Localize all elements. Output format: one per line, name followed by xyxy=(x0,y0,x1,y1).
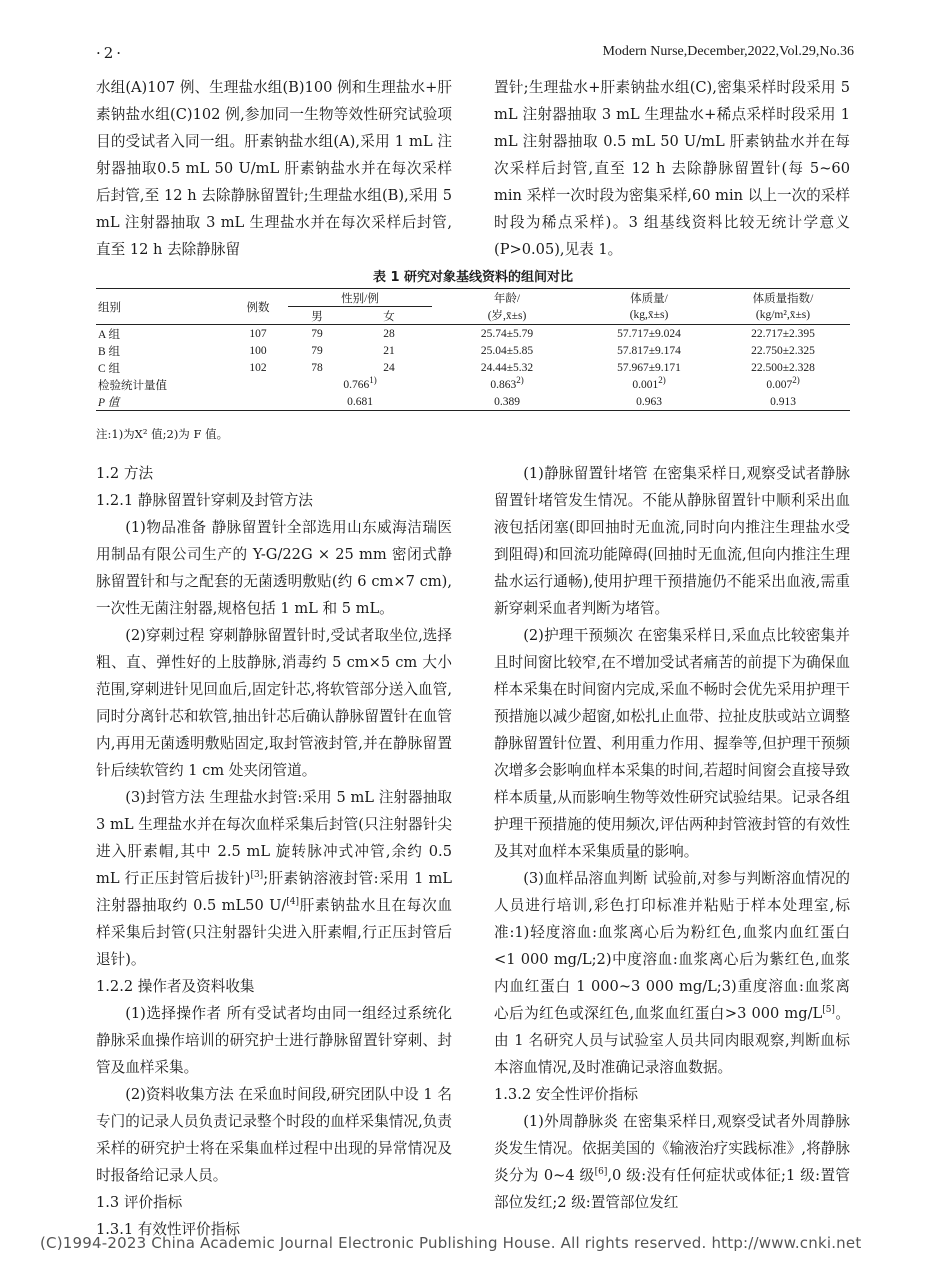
table-note: 注:1)为X² 值;2)为 F 值。 xyxy=(96,427,229,441)
paragraph: (1)静脉留置针堵管 在密集采样日,观察受试者静脉留置针堵管发生情况。不能从静脉留置针中顺利采出血液包括闭塞(即回抽时无血流,同时向内推注生理盐水受到阻碍)和回流功能障碍(回抽时无血流,但向内推注生理盐水运行通畅),使用护理干预措施仍不能采出血液,需重新穿刺采血者判断为堵管。 xyxy=(494,465,850,617)
paragraph: (1)选择操作者 所有受试者均由同一组经过系统化静脉采血操作培训的研究护士进行静脉留置针穿刺、封管及血样采集。 xyxy=(96,1005,452,1076)
th-male: 男 xyxy=(311,310,323,323)
left-column xyxy=(96,460,452,1243)
th-weight-unit: (kg,x̄±s) xyxy=(629,309,669,322)
section-heading: 1.2 方法 xyxy=(96,465,154,482)
th-age-unit: (岁,x̄±s) xyxy=(487,310,527,323)
section-heading: 1.2.1 静脉留置针穿刺及封管方法 xyxy=(96,492,313,509)
paragraph: (2)穿刺过程 穿刺静脉留置针时,受试者取坐位,选择粗、直、弹性好的上肢静脉,消毒约 5 cm×5 cm 大小范围,穿刺进针见回血后,固定针芯,将软管部分送入血管,同时分离针芯和软管,抽出针芯后确认静脉留置针在血管内,再用无菌透明敷贴固定,取封管液封管,并在静脉留置针后续软管约 1 cm 处夹闭管道。 xyxy=(96,627,452,779)
th-bmi: 体质量指数/ xyxy=(752,292,814,305)
paragraph: (3)血样品溶血判断 试验前,对参与判断溶血情况的人员进行培训,彩色打印标准并粘贴于样本处理室,标准:1)轻度溶血:血浆离心后为粉红色,血浆内血红蛋白<1 000 mg/L;2)中度溶血:血浆离心后为紫红色,血浆内血红蛋白 1 000~3 000 mg/L;3)重度溶血:血浆离心后为红色或深红色,血浆血红蛋白>3 000 mg/L[5]。由 1 名研究人员与试验室人员共同肉眼观察,判断血标本溶血情况,及时准确记录溶血数据。 xyxy=(494,870,850,1076)
th-group: 组别 xyxy=(98,301,121,314)
th-count: 例数 xyxy=(246,301,270,314)
section-heading: 1.3 评价指标 xyxy=(96,1194,183,1211)
paragraph: (2)护理干预频次 在密集采样日,采血点比较密集并且时间窗比较窄,在不增加受试者痛苦的前提下为确保血样本采集在时间窗内完成,采血不畅时会优先采用护理干预措施以减少超窗,如松扎止血带、拉扯皮肤或站立调整静脉留置针位置、利用重力作用、握拳等,但护理干预频次增多会影响血样本采集的时间,若超时间窗会直接导致样本质量,从而影响生物等效性研究试验结果。记录各组护理干预措施的使用频次,评估两种封管液封管的有效性及其对血样本采集质量的影响。 xyxy=(494,627,850,860)
intro-left-column xyxy=(96,74,452,263)
paragraph: (2)资料收集方法 在采血时间段,研究团队中设 1 名专门的记录人员负责记录整个时段的血样采集情况,负责采样的研究护士将在采集血样过程中出现的异常情况及时报备给记录人员。 xyxy=(96,1086,452,1184)
section-heading: 1.3.1 有效性评价指标 xyxy=(96,1221,240,1238)
paragraph: (3)封管方法 生理盐水封管:采用 5 mL 注射器抽取 3 mL 生理盐水并在每次血样采集后封管(只注射器针尖进入肝素帽,其中 2.5 mL 旋转脉冲式冲管,余约 0.5 mL 行正压封管后拔针)[3];肝素钠溶液封管:采用 1 mL 注射器抽取约 0.5 mL50 U/[4]肝素钠盐水且在每次血样采集后封管(只注射器针尖进入肝素帽,行正压封管后退针)。 xyxy=(96,789,452,968)
p-value-row: P 值 0.681 0.389 0.963 0.913 xyxy=(96,393,850,411)
right-column xyxy=(494,460,850,1216)
journal-header: Modern Nurse,December,2022,Vol.29,No.36 xyxy=(602,44,854,59)
th-female: 女 xyxy=(383,310,395,323)
intro-right-column xyxy=(494,74,850,263)
table-title: 表 1 研究对象基线资料的组间对比 xyxy=(372,270,574,285)
page-number: ·2· xyxy=(96,44,125,62)
copyright-footer: (C)1994-2023 China Academic Journal Electronic Publishing House. All rights reserved. http://www.cnki.net xyxy=(40,1234,862,1252)
th-weight: 体质量/ xyxy=(630,292,668,305)
intro-left-paragraph: 水组(A)107 例、生理盐水组(B)100 例和生理盐水+肝素钠盐水组(C)102 例,参加同一生物等效性研究试验项目的受试者入同一组。肝素钠盐水组(A),采用 1 mL 注射器抽取0.5 mL 50 U/mL 肝素钠盐水并在每次采样后封管,至 12 h 去除静脉留置针;生理盐水组(B),采用 5 mL 注射器抽取 3 mL 生理盐水并在每次采样后封管,直至 12 h 去除静脉留 xyxy=(96,79,452,258)
intro-right-paragraph: 置针;生理盐水+肝素钠盐水组(C),密集采样时段采用 5 mL 注射器抽取 3 mL 生理盐水+稀点采样时段采用 1 mL 注射器抽取 0.5 mL 50 U/mL 肝素钠盐水并在每次采样后封管,直至 12 h 去除静脉留置针(每 5~60 min 采样一次时段为密集采样,60 min 以上一次的采样时段为稀点采样)。3 组基线资料比较无统计学意义(P>0.05),见表 1。 xyxy=(494,79,850,258)
th-sex: 性别/例 xyxy=(288,289,432,307)
paragraph: (1)物品准备 静脉留置针全部选用山东威海洁瑞医用制品有限公司生产的 Y-G/22G × 25 mm 密闭式静脉留置针和与之配套的无菌透明敷贴(约 6 cm×7 cm),一次性无菌注射器,规格包括 1 mL 和 5 mL。 xyxy=(96,519,452,617)
table-row: B 组 100 79 21 25.04±5.85 57.817±9.174 22.750±2.325 xyxy=(98,344,815,358)
th-bmi-unit: (kg/m²,x̄±s) xyxy=(755,309,811,322)
stat-row: 检验统计量值 0.766$^{1)}$ 0.863$^{2)}$ 0.001$^{2)}$ 0.007$^{2)}$ xyxy=(98,374,800,392)
section-heading: 1.2.2 操作者及资料收集 xyxy=(96,978,255,995)
baseline-table xyxy=(96,288,850,411)
paragraph: (1)外周静脉炎 在密集采样日,观察受试者外周静脉炎发生情况。依据美国的《输液治疗实践标准》,将静脉炎分为 0~4 级[6],0 级:没有任何症状或体征;1 级:置管部位发红;2 级:置管部位发红 xyxy=(494,1113,850,1211)
th-age: 年龄/ xyxy=(493,292,521,305)
table-row: C 组 102 78 24 24.44±5.32 57.967±9.171 22.500±2.328 xyxy=(98,361,815,375)
table-row: A 组 107 79 28 25.74±5.79 57.717±9.024 22.717±2.395 xyxy=(96,325,850,343)
section-heading: 1.3.2 安全性评价指标 xyxy=(494,1086,638,1103)
